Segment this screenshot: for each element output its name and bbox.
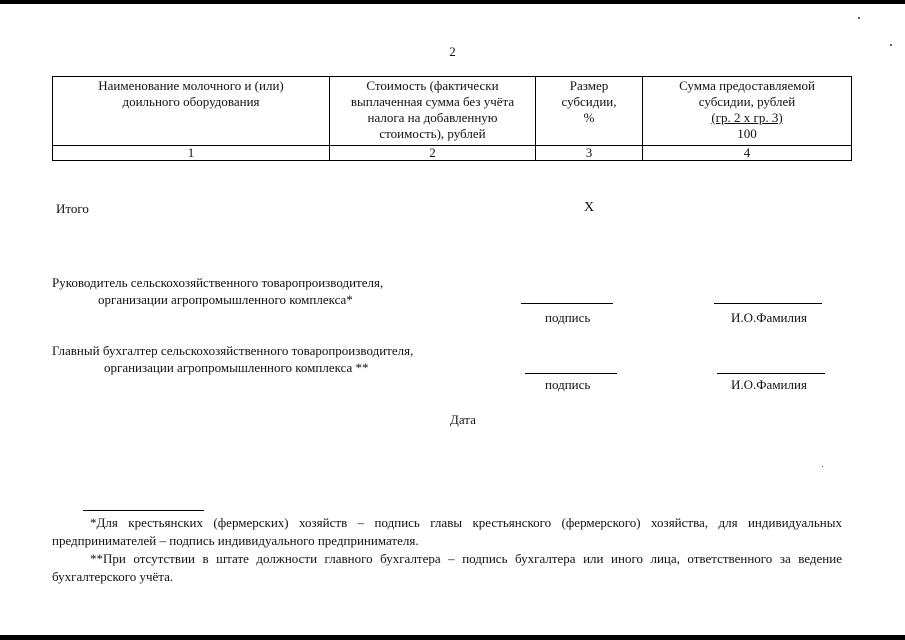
column-number: 2 [330,146,536,161]
footnote-1: *Для крестьянских (фермерских) хозяйств – подпись главы крестьянского (фермерского) хозяйства, для индивидуальных предпринимателей – подпись индивидуального предпринимателя. [52,515,842,548]
scan-bottom-border [0,635,905,640]
column-number: 3 [536,146,643,161]
signature-caption: подпись [545,310,591,325]
date-label: Дата [450,412,476,427]
column-number: 1 [53,146,330,161]
signatory-title: организации агропромышленного комплекса* [98,292,353,307]
name-line [717,373,825,374]
subsidy-formula: (гр. 2 х гр. 3) [711,110,783,125]
footnote-separator [83,510,204,511]
signature-caption: подпись [545,377,591,392]
footnotes [52,514,842,586]
signatory-title: Руководитель сельскохозяйственного товаропроизводителя, [52,275,384,290]
subsidy-formula-divisor: 100 [737,126,757,141]
name-line [714,303,822,304]
header-equipment-name: Наименование молочного и (или) доильного оборудования [53,77,330,146]
table-column-number-row [53,146,852,161]
signatory-title: организации агропромышленного комплекса ** [104,360,369,375]
header-subsidy-rate: Размер субсидии, % [536,77,643,146]
total-label: Итого [56,201,89,216]
column-number: 4 [643,146,852,161]
header-cost: Стоимость (фактически выплаченная сумма без учёта налога на добавленную стоимость), рублей [330,77,536,146]
page-number: 2 [449,44,456,59]
signature-line [521,303,613,304]
scan-top-border [0,0,905,4]
total-mark: Х [584,200,595,215]
name-caption: И.О.Фамилия [731,377,807,392]
table-header-row [53,77,852,146]
name-caption: И.О.Фамилия [731,310,807,325]
footnote-2: **При отсутствии в штате должности главного бухгалтера – подпись бухгалтера или иного лица, ответственного за ведение бухгалтерского учёта. [52,551,842,584]
signatory-title: Главный бухгалтер сельскохозяйственного товаропроизводителя, [52,343,414,358]
signature-line [525,373,617,374]
scan-speck [858,17,860,19]
subsidy-table [52,76,852,161]
header-subsidy-amount: Сумма предоставляемой субсидии, рублей (гр. 2 х гр. 3) 100 [643,77,852,146]
scan-speck [822,466,823,467]
